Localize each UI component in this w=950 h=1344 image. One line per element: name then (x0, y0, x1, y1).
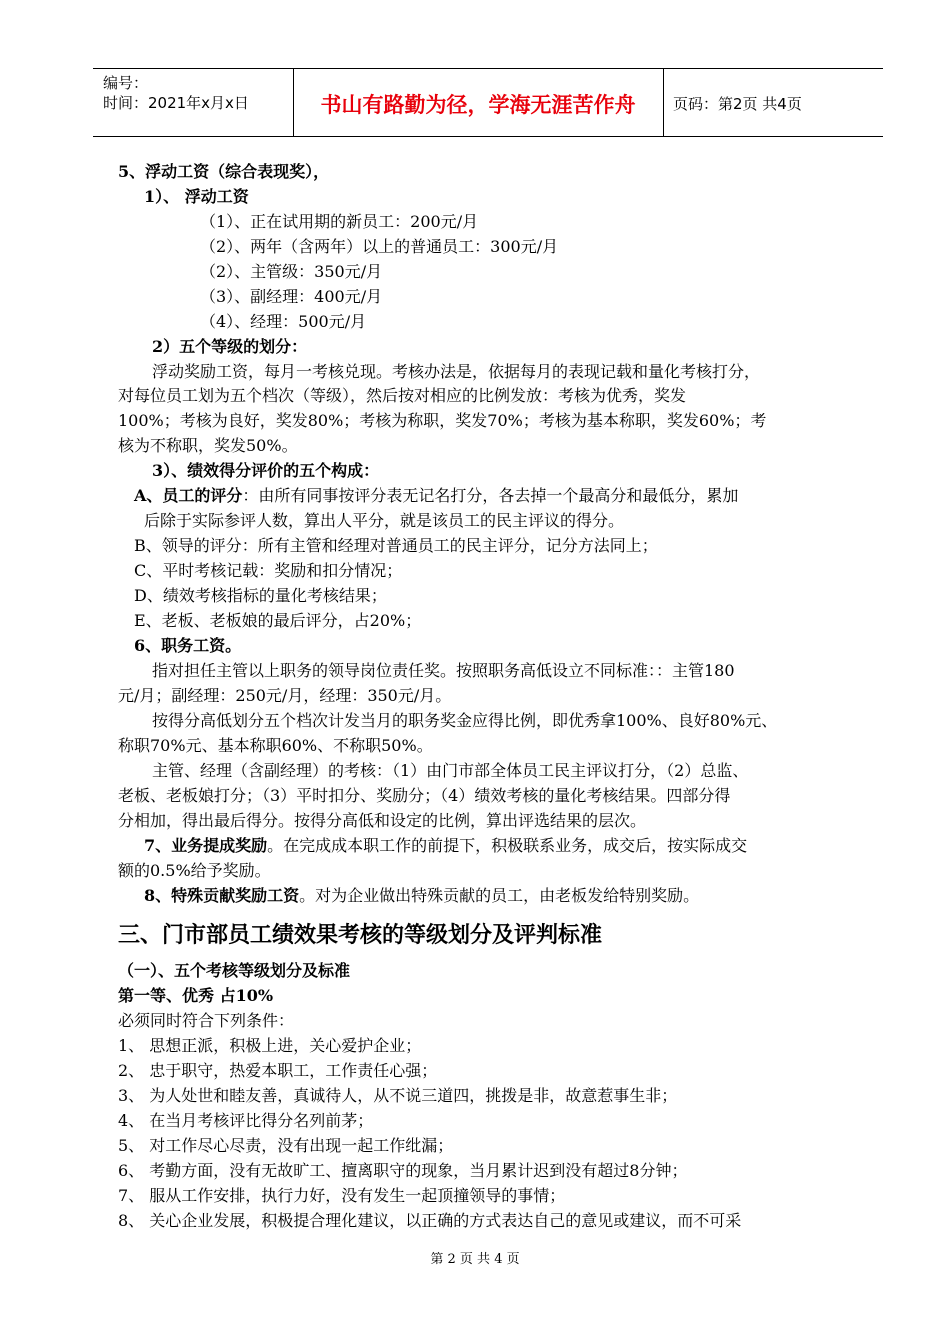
condition-item: 7、 服从工作安排，执行力好，没有发生一起顶撞领导的事情； (118, 1186, 566, 1205)
page-footer: 第 2 页 共 4 页 (430, 1252, 520, 1267)
s5-title: 5、浮动工资（综合表现奖）， (118, 162, 330, 181)
s7-text: 。在完成成本职工作的前提下，积极联系业务，成交后，按实际成交 (267, 836, 748, 855)
s6-line: 元/月；副经理：250元/月，经理：350元/月。 (118, 686, 452, 705)
s6-line: 指对担任主管以上职务的领导岗位责任奖。按照职务高低设立不同标准：：主管180 (152, 661, 735, 680)
s8-line (144, 885, 699, 907)
condition-item: 5、 对工作尽心尽责，没有出现一起工作纰漏； (118, 1136, 454, 1155)
s6-line: 分相加，得出最后得分。按得分高低和设定的比例，算出评选结果的层次。 (118, 811, 647, 830)
s8-text: 。对为企业做出特殊贡献的员工，由老板发给特别奖励。 (299, 886, 700, 905)
condition-item: 8、 关心企业发展，积极提合理化建议，以正确的方式表达自己的意见或建议，而不可采 (118, 1211, 742, 1230)
s5-item-b: B、领导的评分：所有主管和经理对普通员工的民主评分，记分方法同上； (134, 536, 658, 555)
s5-paragraph-line: 浮动奖励工资，每月一考核兑现。考核办法是，依据每月的表现记载和量化考核打分， (152, 362, 761, 381)
item-a-label: A、员工的评分 (134, 486, 243, 505)
condition-item: 1、 思想正派，积极上进，关心爱护企业； (118, 1036, 422, 1055)
page-header (93, 68, 883, 137)
motto: 书山有路勤为径，学海无涯苦作舟 (320, 93, 636, 117)
section3-sub: （一）、五个考核等级划分及标准 (118, 961, 351, 980)
s5-sub1: 1）、 浮动工资 (144, 187, 249, 206)
s5-item: （2）、两年（含两年）以上的普通员工：300元/月 (200, 237, 559, 256)
s7-line (144, 835, 747, 857)
s6-title: 6、职务工资。 (134, 636, 242, 655)
s6-line: 按得分高低划分五个档次计发当月的职务奖金应得比例，即优秀拿100%、良好80%元、 (152, 711, 778, 730)
condition-item: 4、 在当月考核评比得分名列前茅； (118, 1111, 374, 1130)
header-meta-cell (93, 69, 294, 136)
s5-item-e: E、老板、老板娘的最后评分，占20%； (134, 611, 422, 630)
s5-item: （4）、经理：500元/月 (200, 312, 367, 331)
s5-item-d: D、绩效考核指标的量化考核结果； (134, 586, 387, 605)
s8-label: 8、特殊贡献奖励工资 (144, 886, 300, 905)
s6-line: 称职70%元、基本称职60%、不称职50%。 (118, 736, 433, 755)
header-motto-cell (293, 69, 664, 136)
conditions-intro: 必须同时符合下列条件： (118, 1011, 295, 1030)
s5-paragraph-line: 100%；考核为良好，奖发80%；考核为称职，奖发70%；考核为基本称职，奖发60%；考 (118, 411, 767, 430)
s7-label: 7、业务提成奖励 (144, 836, 268, 855)
item-a-text: ：由所有同事按评分表无记名打分，各去掉一个最高分和最低分，累加 (242, 486, 739, 505)
s5-sub3: 3）、绩效得分评价的五个构成： (152, 461, 380, 480)
s5-item: （3）、副经理：400元/月 (200, 287, 383, 306)
s5-item: （2）、主管级：350元/月 (200, 262, 383, 281)
s6-line: 老板、老板娘打分；（3）平时扣分、奖励分；（4）绩效考核的量化考核结果。四部分得 (118, 786, 731, 805)
number-label: 编号： (103, 74, 149, 92)
s5-item-a (134, 485, 738, 507)
s5-item-c: C、平时考核记载：奖励和扣分情况； (134, 561, 403, 580)
time-label: 时间：2021年x月x日 (103, 94, 249, 112)
condition-item: 2、 忠于职守，热爱本职工，工作责任心强； (118, 1061, 438, 1080)
s5-paragraph-line: 核为不称职，奖发50%。 (118, 436, 298, 455)
condition-item: 3、 为人处世和睦友善，真诚待人，从不说三道四，挑拨是非，故意惹事生非； (118, 1086, 678, 1105)
s6-line: 主管、经理（含副经理）的考核：（1）由门市部全体员工民主评议打分，（2）总监、 (152, 761, 749, 780)
header-page-cell (663, 69, 883, 136)
s7-cont: 额的0.5%给予奖励。 (118, 861, 271, 880)
s5-item-a-cont: 后除于实际参评人数，算出人平分，就是该员工的民主评议的得分。 (144, 511, 625, 530)
s5-item: （1）、正在试用期的新员工：200元/月 (200, 212, 479, 231)
s5-paragraph-line: 对每位员工划为五个档次（等级），然后按对相应的比例发放：考核为优秀，奖发 (118, 386, 687, 405)
s5-sub2: 2）五个等级的划分： (152, 337, 308, 356)
section3-heading: 三、门市部员工绩效果考核的等级划分及评判标准 (118, 923, 603, 948)
condition-item: 6、 考勤方面，没有无故旷工、擅离职守的现象，当月累计迟到没有超过8分钟； (118, 1161, 688, 1180)
page-info: 页码：第2页 共4页 (673, 95, 802, 113)
grade1-title: 第一等、优秀 占10% (118, 986, 274, 1005)
